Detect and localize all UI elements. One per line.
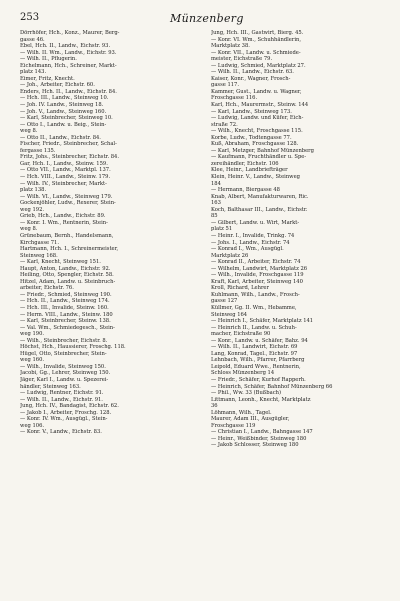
directory-entry-line: meister, Eichstraße 79. xyxy=(211,56,273,63)
directory-entry-line: — Konr. I. Wm., Rentnerin, Stein- xyxy=(20,219,108,226)
directory-entry-line: weg 8. xyxy=(20,226,38,233)
directory-entry-line: Kuhlmann, Wilh., Landw., Frosch- xyxy=(211,291,300,298)
directory-entry-line: Grünebaum, Bernh., Handelsmann, xyxy=(20,232,114,239)
directory-entry-line: — Wilh. II., Landw., Eichstr. 91. xyxy=(20,396,103,403)
directory-entry-line: zereihändler, Eichstr. 106 xyxy=(211,160,279,167)
directory-entry-line: — Heinrich, Schäfer, Bahnhof Münzenberg 66 xyxy=(211,383,333,390)
left-column xyxy=(20,30,199,595)
directory-entry-line: — Ludwig, Landw. und Küfer, Eich- xyxy=(211,115,304,122)
directory-entry-line: Steinweg 168. xyxy=(20,252,58,259)
directory-entry-line: Froschgasse 119 xyxy=(211,422,256,429)
directory-entry-line: — Hch. II., Landw., Steinweg 174. xyxy=(20,298,110,305)
directory-entry-line: — Konr. IV. Wm., Ausgügl., Stein- xyxy=(20,416,108,423)
directory-entry-line: platz 51 xyxy=(211,226,233,233)
directory-entry-line: Hartmann, Hch. I., Schreinermeister, xyxy=(20,246,119,253)
directory-entry-line: — Val. Wm., Schmiedegesch., Stein- xyxy=(20,324,115,331)
directory-entry-line: Löhmann, Wilh., Tagel. xyxy=(211,409,272,416)
directory-entry-line: — Wilh. II., Landw., Eichstr. 63. xyxy=(211,69,294,76)
directory-entry-line: Fritz, Johs., Steinbrecher, Eichstr. 84. xyxy=(20,154,120,161)
directory-entry-line: — Phil., Ww. 33 (Bußbach) xyxy=(211,390,281,397)
directory-entry-line: — Wilh. II., Pflugerin. xyxy=(20,56,77,63)
directory-entry-line: Kuß, Abraham, Froschgasse 128. xyxy=(211,141,299,148)
directory-entry-line: platz 138. xyxy=(20,187,47,194)
running-head: Münzenberg xyxy=(170,12,244,25)
directory-entry-line: — Heinrich II., Landw. u. Schuh- xyxy=(211,324,297,331)
directory-entry-line: — Kaufmann, Fruchthändler u. Spe- xyxy=(211,154,307,161)
right-column xyxy=(211,30,390,595)
directory-entry-line: Jung, Hch. III., Gastwirt, Bierg. 45. xyxy=(211,30,304,36)
page-number: 253 xyxy=(20,12,40,23)
directory-entry-line: — Hch. VIII., Landw., Steinw. 179. xyxy=(20,174,111,181)
directory-entry-line: — Konr. VI. Wm., Schuhhändlerin, xyxy=(211,36,301,43)
directory-entry-line: Fischer, Friedr., Steinbrecher, Schal- xyxy=(20,141,117,148)
directory-entry-line: — Otto II., Landw., Eichstr. 84. xyxy=(20,134,101,141)
directory-entry-line: arbeiter, Eichstr. 76. xyxy=(20,285,74,292)
directory-entry-line: — Konr. VII., Landw. u. Schmiede- xyxy=(211,49,301,56)
directory-entry-line: — Konr., Landw. u. Schäfer, Bahz. 94 xyxy=(211,337,308,344)
directory-entry-line: — Wilh. II., Landwirt, Eichstr. 69 xyxy=(211,344,298,351)
directory-entry-line: — Christian I., Landw., Bahngasse 147 xyxy=(211,429,313,436)
directory-entry-line: gasse 127 xyxy=(211,298,238,305)
directory-entry-line: Jacobi, Gg., Lehrer, Steinweg 150. xyxy=(20,370,111,377)
directory-entry-line: Kroll, Richard, Lehrer xyxy=(211,285,269,292)
directory-entry-line: — Hch. III., Invalide, Steinw. 160. xyxy=(20,304,109,311)
directory-entry-line: Heiling, Otto, Spengler, Eichstr. 58. xyxy=(20,272,114,279)
directory-entry-line: Maurer, Adam III., Ausgügler, xyxy=(211,416,290,423)
directory-entry-line: — Wilh., Invalide, Steinweg 150. xyxy=(20,363,106,370)
directory-entry-line: Gar, Hch. I., Landw., Steinw. 159. xyxy=(20,160,108,167)
directory-entry-line: platz 143. xyxy=(20,69,47,76)
directory-entry-line: Eimer, Fritz, Knecht. xyxy=(20,75,75,82)
directory-entry-line: — Joh. V., Landw., Steinweg 160. xyxy=(20,108,107,115)
directory-entry-line: — Wilh., Invalide, Froschgasse 119 xyxy=(211,272,304,279)
directory-entry-line: Lang, Konrad, Tagel., Eichstr. 97 xyxy=(211,350,298,357)
directory-entry-line: gasse 117. xyxy=(211,82,240,89)
directory-entry-line: weg 8. xyxy=(20,128,38,135)
directory-columns xyxy=(20,30,390,595)
directory-entry-line: — Karl, Steinbrecher, Steinw. 138. xyxy=(20,318,111,325)
directory-entry-line: Knab, Albert, Manufakturwaren, Ric. xyxy=(211,193,309,200)
directory-entry-line: — Joh., Arbeiter, Eichstr. 60. xyxy=(20,82,95,89)
directory-entry-line: — Wilh., Knecht, Froschgasse 115. xyxy=(211,128,303,135)
directory-entry-line: — Heinr. I., Invalide, Trinkg. 74 xyxy=(211,232,295,239)
directory-entry-line: weg 160. xyxy=(20,357,45,364)
directory-entry-line: — Herm. VIII., Landw., Steinw. 180 xyxy=(20,311,113,318)
directory-entry-line: — Friedr., Schäfer, Kurhof Rapperh. xyxy=(211,376,306,383)
directory-entry-line: Koch, Balthasar III., Landw., Eichstr. xyxy=(211,206,308,213)
directory-entry-line: Enders, Hch. II., Landw., Eichstr. 84. xyxy=(20,88,117,95)
directory-entry-line: — Karl, Knecht, Steinweg 151. xyxy=(20,259,101,266)
directory-entry-line: fergasse 135. xyxy=(20,147,56,154)
directory-entry-line: Dörrhöfer, Hch., Konz., Maurer, Berg- xyxy=(20,30,120,36)
directory-entry-line: Kraft, Karl, Arbeiter, Steinweg 140 xyxy=(211,278,303,285)
directory-entry-line: — Wilh. IV., Steinbrecher, Markt- xyxy=(20,180,107,187)
directory-entry-line: — Friedr., Schmied, Steinweg 190. xyxy=(20,291,112,298)
directory-entry-line: — Karl, Steinbrecher, Steinweg 10. xyxy=(20,115,113,122)
directory-entry-line: Hitzel, Adam, Landw. u. Steinbruch- xyxy=(20,278,116,285)
directory-entry-line: 36 xyxy=(211,403,218,410)
directory-entry-line: — Heinr., Weißbinder, Steinweg 180 xyxy=(211,435,307,442)
directory-entry-line: — Johs. I., Landw., Eichstr. 74 xyxy=(211,239,290,246)
directory-entry-line: händler, Steinweg 163. xyxy=(20,383,81,390)
directory-entry-line: — Wilhelm, Landwirt, Marktplatz 26 xyxy=(211,265,308,272)
page-header xyxy=(20,12,390,30)
directory-entry-line: — Karl, Metzger, Bahnhof Münzenberg xyxy=(211,147,314,154)
directory-entry-line: Jung, Hch. IV., Bandagist, Eichstr. 62. xyxy=(20,403,119,410)
directory-entry-line: — Karl, Landw., Steinweg 173. xyxy=(211,108,292,115)
directory-entry-line: — Jakob I., Arbeiter, Froschg. 128. xyxy=(20,409,112,416)
directory-entry-line: Froschgasse 116. xyxy=(211,95,258,102)
directory-entry-line: Klee, Heinr., Landbriefträger xyxy=(211,167,288,174)
directory-entry-line: Kirchgasse 71. xyxy=(20,239,59,246)
directory-entry-line: Schloss Münzenberg 14 xyxy=(211,370,275,377)
directory-entry-line: 163 xyxy=(211,200,221,207)
directory-entry-line: — Konrad II., Arbeiter, Eichstr. 74 xyxy=(211,259,301,266)
directory-entry-line: — Konrad I., Wm., Ausgügl. xyxy=(211,246,284,253)
directory-entry-line: Klein, Heinr. V., Landw., Steinweg xyxy=(211,174,300,181)
directory-entry-line: Höchst, Hch., Haussierer, Froschg. 118. xyxy=(20,344,126,351)
directory-entry-line: Korbe, Ludw., Todtengasse 77. xyxy=(211,134,292,141)
directory-entry-line: — Otto I., Landw. u. Beig., Stein- xyxy=(20,121,107,128)
directory-entry-line: — Konr. V., Landw., Eichstr. 83. xyxy=(20,429,102,436)
directory-entry-line: — Gilbert, Landw. u. Wirt, Markt- xyxy=(211,219,300,226)
directory-entry-line: — Wilh. VI., Landw., Steinweg 179. xyxy=(20,193,113,200)
directory-entry-line: Lehnbach, Wilh., Pfarrer, Pfarrberg xyxy=(211,357,305,364)
directory-entry-line: Littmann, Leonh., Knecht, Marktplatz xyxy=(211,396,311,403)
directory-entry-line: — Hch. III., Landw., Steinweg 10. xyxy=(20,95,109,102)
directory-entry-line: — Jakob Schlosser, Steinweg 180 xyxy=(211,442,299,449)
directory-entry-line: — Heinrich I., Schäfer, Marktplatz 141 xyxy=(211,318,314,325)
directory-entry-line: 184 xyxy=(211,180,221,187)
directory-entry-line: macher, Eichstraße 90 xyxy=(211,331,271,338)
directory-entry-line: Gockenjöhler, Ludw., Rexerer, Stein- xyxy=(20,200,116,207)
directory-entry-line: weg 192. xyxy=(20,206,45,213)
directory-entry-line: gasse 46. xyxy=(20,36,45,43)
directory-entry-line: Steinweg 164 xyxy=(211,311,248,318)
directory-entry-line: — Joh. IV. Landw., Steinweg 18. xyxy=(20,102,104,109)
directory-entry-line: Karl, Hch., Maurermstr., Steinw. 144 xyxy=(211,102,309,109)
directory-entry-line: Leipold, Eduard Wwe., Rentnerin, xyxy=(211,363,301,370)
directory-entry-line: Jäger, Karl I., Landw. u. Spezerei- xyxy=(20,376,109,383)
directory-entry-line: weg 190. xyxy=(20,331,45,338)
directory-entry-line: — Ludwig, Rentner, Eichstr. 91. xyxy=(20,390,104,397)
directory-entry-line: — Hermann, Biergasse 48 xyxy=(211,187,280,194)
directory-entry-line: — Wilh., Steinbrecher, Eichstr. 8. xyxy=(20,337,108,344)
directory-entry-line: Küllmer, Gg. II. Wm., Hebamme, xyxy=(211,304,297,311)
directory-entry-line: weg 106. xyxy=(20,422,45,429)
directory-entry-line: — Wilh. II. Wm., Landw., Eichstr. 93. xyxy=(20,49,117,56)
directory-entry-line: Eichelmann, Hch., Schreiner, Markt- xyxy=(20,62,117,69)
directory-entry-line: Marktplatz 26 xyxy=(211,252,249,259)
directory-entry-line: Kammer, Gust., Landw. u. Wagner, xyxy=(211,88,302,95)
directory-entry-line: straße 72. xyxy=(211,121,238,128)
directory-entry-line: Haupt, Anton, Landw., Eichstr. 92. xyxy=(20,265,111,272)
directory-entry-line: Hügel, Otto, Steinbrecher, Stein- xyxy=(20,350,107,357)
directory-entry-line: — Otto VII., Landw., Marktpl. 137. xyxy=(20,167,111,174)
directory-entry-line: — Ludwig, Schmied, Marktplatz 27. xyxy=(211,62,306,69)
directory-entry-line: Marktplatz 38. xyxy=(211,43,250,50)
directory-entry-line: Grieb, Hch., Landw., Eichstr. 89. xyxy=(20,213,106,220)
directory-entry-line: Ebel, Hch. II., Landw., Eichstr. 93. xyxy=(20,43,111,50)
directory-entry-line: Kaiser, Konr., Wagner, Frosch- xyxy=(211,75,291,82)
directory-entry-line: 85 xyxy=(211,213,218,220)
